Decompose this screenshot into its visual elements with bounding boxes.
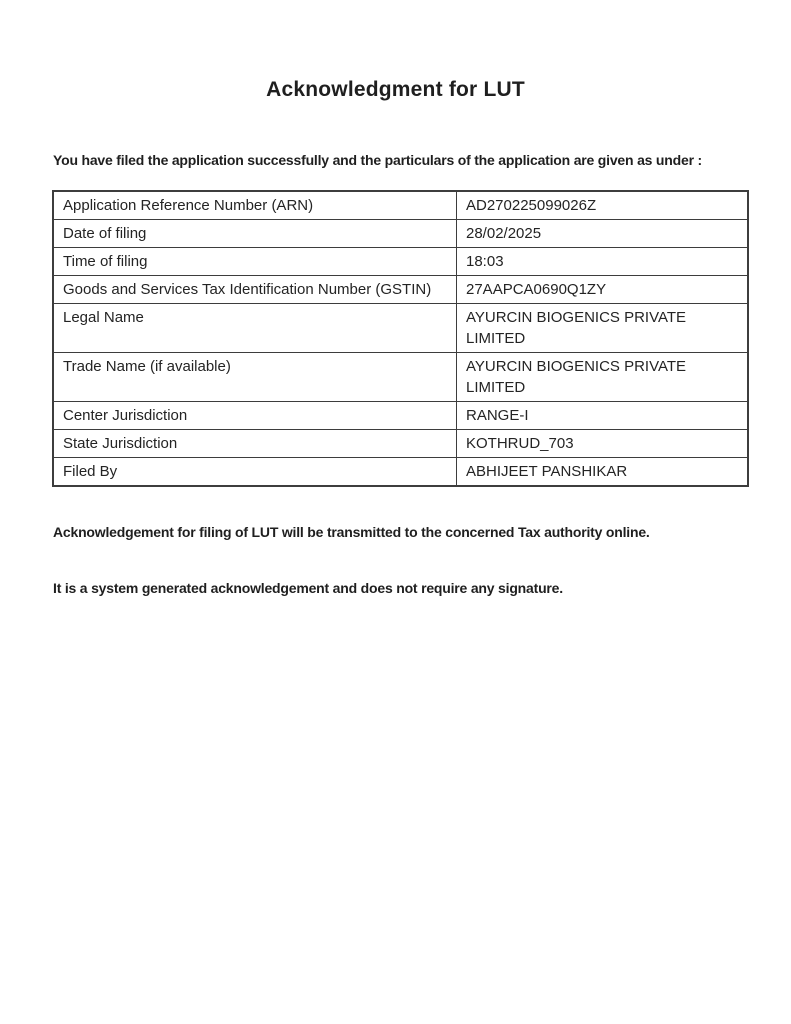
row-label: Goods and Services Tax Identification Number (GSTIN) — [53, 276, 457, 304]
row-label: Application Reference Number (ARN) — [53, 191, 457, 220]
row-label: Trade Name (if available) — [53, 353, 457, 402]
intro-text: You have filed the application successfully and the particulars of the application are given as under : — [53, 152, 702, 168]
transmission-note: Acknowledgement for filing of LUT will be transmitted to the concerned Tax authority online. — [53, 524, 650, 540]
table-row-state-jurisdiction — [53, 430, 748, 458]
row-value: AYURCIN BIOGENICS PRIVATE LIMITED — [457, 304, 749, 353]
table-row-gstin — [53, 276, 748, 304]
row-value: ABHIJEET PANSHIKAR — [457, 458, 749, 487]
row-value: 27AAPCA0690Q1ZY — [457, 276, 749, 304]
row-label: State Jurisdiction — [53, 430, 457, 458]
table-row-date-of-filing — [53, 220, 748, 248]
row-label: Legal Name — [53, 304, 457, 353]
table-row-trade-name — [53, 353, 748, 402]
row-label: Date of filing — [53, 220, 457, 248]
table-row-legal-name — [53, 304, 748, 353]
acknowledgment-details-table — [52, 190, 749, 487]
table-row-arn — [53, 191, 748, 220]
row-value: AD270225099026Z — [457, 191, 749, 220]
row-label: Filed By — [53, 458, 457, 487]
row-label: Time of filing — [53, 248, 457, 276]
page-title: Acknowledgment for LUT — [266, 78, 525, 101]
row-value: RANGE-I — [457, 402, 749, 430]
system-generated-note: It is a system generated acknowledgement and does not require any signature. — [53, 580, 563, 596]
table-row-center-jurisdiction — [53, 402, 748, 430]
row-value: 28/02/2025 — [457, 220, 749, 248]
row-value: AYURCIN BIOGENICS PRIVATE LIMITED — [457, 353, 749, 402]
row-label: Center Jurisdiction — [53, 402, 457, 430]
table-row-filed-by — [53, 458, 748, 487]
row-value: 18:03 — [457, 248, 749, 276]
table-row-time-of-filing — [53, 248, 748, 276]
row-value: KOTHRUD_703 — [457, 430, 749, 458]
